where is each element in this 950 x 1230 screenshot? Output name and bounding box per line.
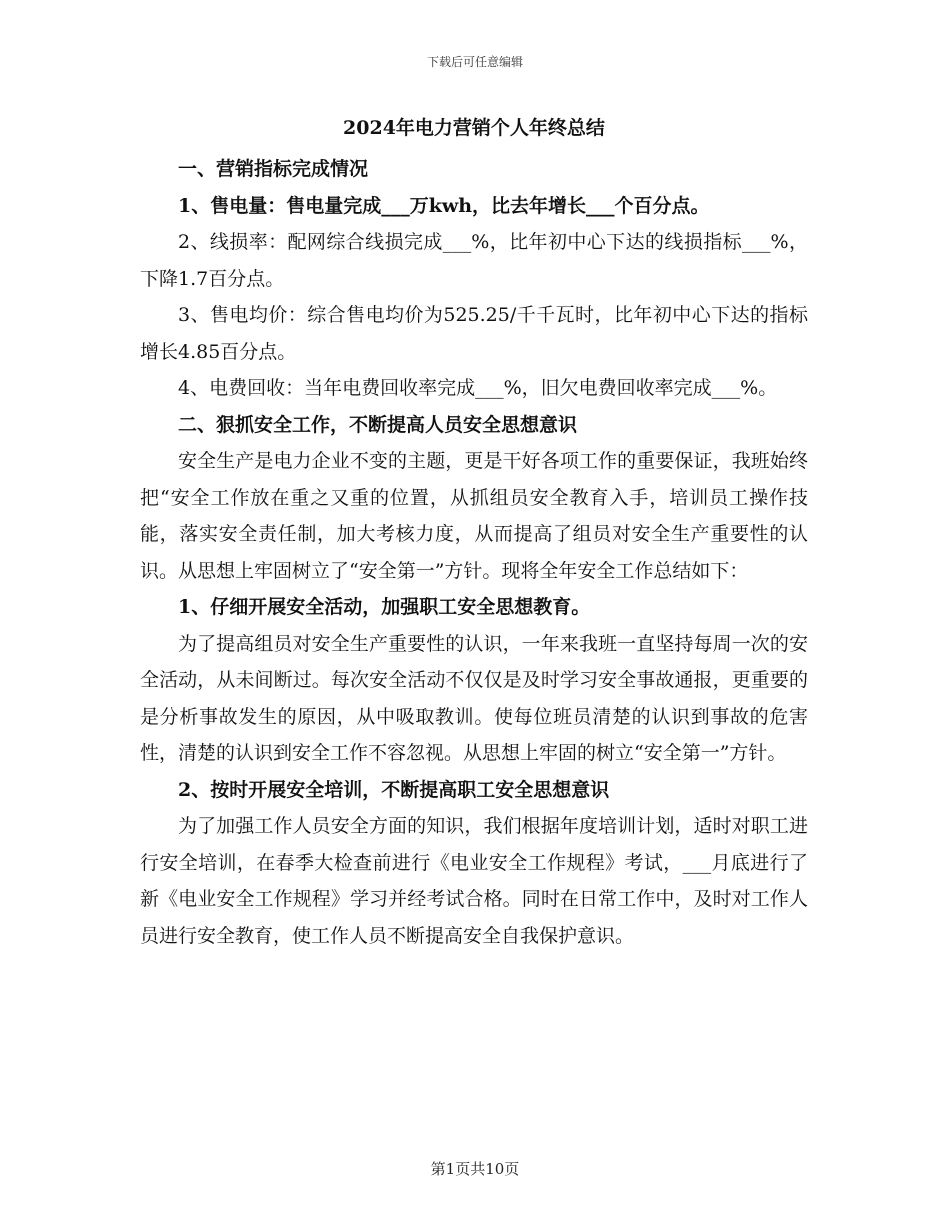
item-fee-recovery: 4、电费回收：当年电费回收率完成___%，旧欠电费回收率完成___%。: [178, 377, 778, 399]
paragraph-safety-training: 为了加强工作人员安全方面的知识，我们根据年度培训计划，适时对职工进行安全培训，在春季大检查前进行《电业安全工作规程》考试，___月底进行了新《电业安全工作规程》学习并经考试合格。同时在日常工作中，及时对工作人员进行安全教育，使工作人员不断提高安全自我保护意识。: [140, 815, 808, 947]
header-note: 下载后可任意编辑: [426, 55, 523, 69]
subheading-safety-activities: 1、仔细开展安全活动，加强职工安全思想教育。: [178, 596, 591, 618]
paragraph-safety-intro: 安全生产是电力企业不变的主题，更是干好各项工作的重要保证，我班始终把“安全工作放在重之又重的位置，从抓组员安全教育入手，培训员工操作技能，落实安全责任制，加大考核力度，从而提高了组员对安全生产重要性的认识。从思想上牢固树立了“安全第一”方针。现将全年安全工作总结如下：: [140, 450, 808, 582]
subheading-safety-training: 2、按时开展安全培训，不断提高职工安全思想意识: [178, 778, 610, 801]
section-heading-1: 一、营销指标完成情况: [178, 158, 369, 180]
section-heading-2: 二、狠抓安全工作，不断提高人员安全思想意识: [178, 413, 578, 436]
paragraph-safety-activities: 为了提高组员对安全生产重要性的认识，一年来我班一直坚持每周一次的安全活动，从未间断过。每次安全活动不仅仅是及时学习安全事故通报，更重要的是分析事故发生的原因，从中吸取教训。使每位班员清楚的认识到事故的危害性，清楚的认识到安全工作不容忽视。从思想上牢固的树立“安全第一”方针。: [140, 632, 808, 764]
item-average-price: 3、售电均价：综合售电均价为525.25/千千瓦时，比年初中心下达的指标增长4.85百分点。: [140, 304, 808, 363]
document-body: [140, 115, 808, 954]
item-sales-volume: 1、售电量：售电量完成___万kwh，比去年增长___个百分点。: [178, 194, 710, 217]
item-line-loss: 2、线损率：配网综合线损完成___%，比年初中心下达的线损指标___%，下降1.7百分点。: [140, 231, 808, 290]
page-number: 第1页共10页: [430, 1160, 520, 1178]
document-title: 2024年电力营销个人年终总结: [343, 117, 605, 139]
